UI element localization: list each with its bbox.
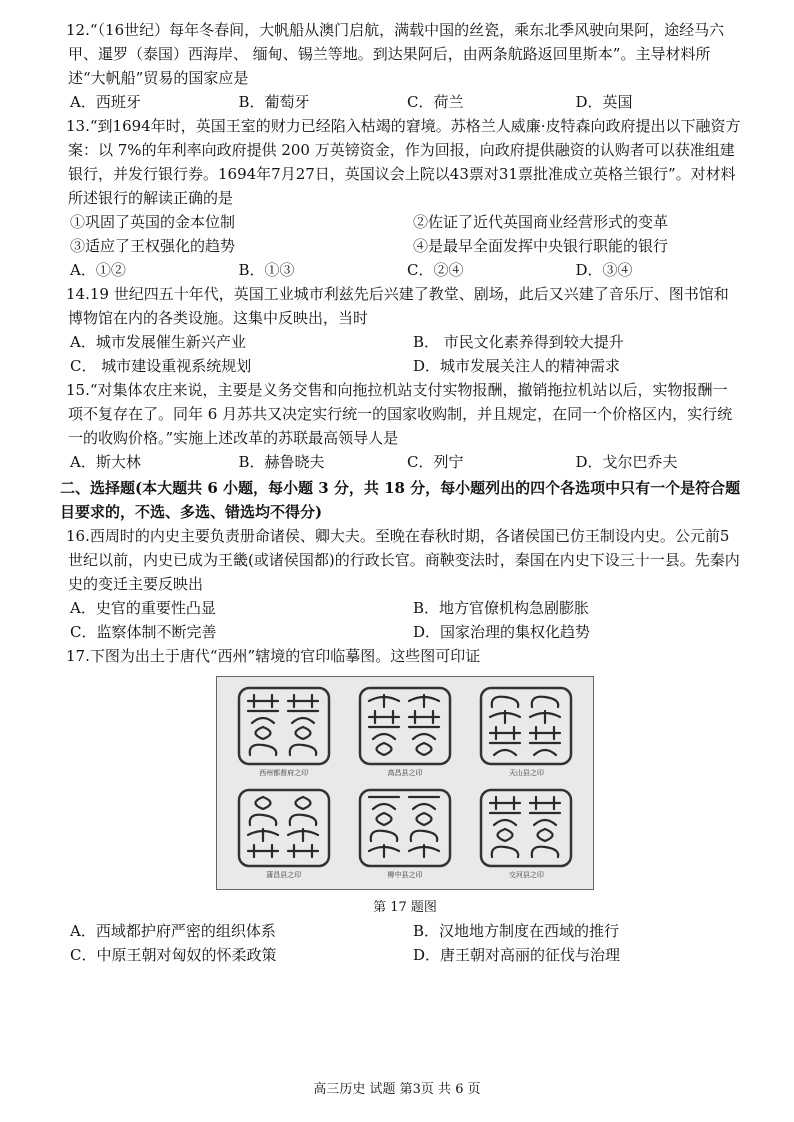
option-b[interactable]: B．赫鲁晓夫 bbox=[238, 453, 325, 471]
options-grid bbox=[68, 919, 742, 967]
statement-1: ①巩固了英国的金本位制 bbox=[70, 213, 236, 231]
figure-caption: 第 17 题图 bbox=[373, 900, 437, 915]
options-grid bbox=[68, 596, 742, 644]
statement-3: ③适应了王权强化的趋势 bbox=[70, 237, 236, 255]
option-c[interactable]: C．监察体制不断完善 bbox=[70, 623, 217, 641]
option-d[interactable]: D．③④ bbox=[575, 261, 633, 279]
option-b[interactable]: B．①③ bbox=[238, 261, 295, 279]
question-stem: 15.“对集体农庄来说，主要是义务交售和向拖拉机站支付实物报酬，撤销拖拉机站以后，实物报酬一项不复存在了。同年 6 月苏共又决定实行统一的国家收购制，并且规定，在同一个价格区内，实行统一的收购价格。”实施上述改革的苏联最高领导人是 bbox=[66, 381, 733, 447]
option-a[interactable]: A．西域都护府严密的组织体系 bbox=[70, 922, 276, 940]
options-grid bbox=[68, 330, 742, 378]
option-a[interactable]: A．城市发展催生新兴产业 bbox=[70, 333, 246, 351]
question-14 bbox=[68, 282, 742, 378]
option-d[interactable]: D．英国 bbox=[575, 93, 633, 111]
option-c[interactable]: C．②④ bbox=[407, 261, 464, 279]
question-stem: 17.下图为出土于唐代“西州”辖境的官印临摹图。这些图可印证 bbox=[66, 647, 481, 665]
option-b[interactable]: B．汉地地方制度在西域的推行 bbox=[413, 922, 620, 940]
option-b[interactable]: B．地方官僚机构急剧膨胀 bbox=[413, 599, 590, 617]
seal-stamp-icon bbox=[478, 685, 574, 767]
seal-stamp-icon bbox=[236, 787, 332, 869]
seal-caption: 西州都督府之印 bbox=[259, 769, 309, 777]
question-12 bbox=[68, 18, 742, 114]
option-c[interactable]: C．列宁 bbox=[407, 453, 464, 471]
option-d[interactable]: D．城市发展关注人的精神需求 bbox=[413, 357, 621, 375]
section-two-title: 二、选择题(本大题共 6 小题，每小题 3 分，共 18 分，每小题列出的四个各选项中只有一个是符合题目要求的，不选、多选、错选均不得分) bbox=[60, 479, 741, 521]
seal-caption: 柳中县之印 bbox=[387, 871, 423, 879]
question-stem: 14.19 世纪四五十年代，英国工业城市利兹先后兴建了教堂、剧场，此后又兴建了音乐厅、图书馆和博物馆在内的各类设施。这集中反映出，当时 bbox=[66, 285, 729, 327]
question-16 bbox=[68, 524, 742, 644]
seal-stamp-icon bbox=[357, 685, 453, 767]
seal-caption: 交河县之印 bbox=[508, 871, 544, 879]
statement-4: ④是最早全面发挥中央银行职能的银行 bbox=[413, 237, 669, 255]
option-b[interactable]: B．葡萄牙 bbox=[238, 93, 310, 111]
option-a[interactable]: A．史官的重要性凸显 bbox=[70, 599, 216, 617]
seal-caption: 蒲昌县之印 bbox=[266, 871, 302, 879]
option-a[interactable]: A．西班牙 bbox=[70, 93, 141, 111]
seal-impression bbox=[346, 685, 463, 783]
statements-grid bbox=[68, 210, 742, 258]
option-b[interactable]: B． 市民文化素养得到较大提升 bbox=[413, 333, 624, 351]
question-13 bbox=[68, 114, 742, 282]
seal-caption: 高昌县之印 bbox=[387, 769, 423, 777]
option-c[interactable]: C．荷兰 bbox=[407, 93, 464, 111]
question-stem: 13.“到1694年时，英国王室的财力已经陷入枯竭的窘境。苏格兰人威廉·皮特森向政府提出以下融资方案：以 7%的年利率向政府提供 200 万英镑资金，作为回报，向政府提供融资的认购者可以获准组建银行，并发行银行券。1694年7月27日，英国议会上院以43票对31票批准成立英格兰银行”。对材料所述银行的解读正确的是 bbox=[66, 117, 741, 207]
question-stem: 12.“（16世纪）每年冬春间，大帆船从澳门启航，满载中国的丝瓷，乘东北季风驶向果阿，途经马六甲、暹罗（泰国）西海岸、 缅甸、锡兰等地。到达果阿后，由两条航路返回里斯本”。主导材料所述“大帆船”贸易的国家应是 bbox=[66, 21, 725, 87]
option-d[interactable]: D．国家治理的集权化趋势 bbox=[413, 623, 591, 641]
seal-caption: 天山县之印 bbox=[508, 769, 544, 777]
statement-2: ②佐证了近代英国商业经营形式的变革 bbox=[413, 213, 669, 231]
seal-figure-image bbox=[216, 676, 594, 890]
seal-impression bbox=[225, 787, 342, 885]
option-c[interactable]: C． 城市建设重视系统规划 bbox=[70, 357, 252, 375]
options-row bbox=[68, 258, 742, 282]
options-row bbox=[68, 450, 742, 474]
option-a[interactable]: A．①② bbox=[70, 261, 126, 279]
seal-impression bbox=[468, 685, 585, 783]
seal-impression bbox=[225, 685, 342, 783]
seal-impression bbox=[468, 787, 585, 885]
option-c[interactable]: C．中原王朝对匈奴的怀柔政策 bbox=[70, 946, 277, 964]
seal-impression bbox=[346, 787, 463, 885]
seal-stamp-icon bbox=[478, 787, 574, 869]
option-d[interactable]: D．唐王朝对高丽的征伐与治理 bbox=[413, 946, 621, 964]
question-17 bbox=[68, 644, 742, 967]
option-a[interactable]: A．斯大林 bbox=[70, 453, 141, 471]
seal-stamp-icon bbox=[236, 685, 332, 767]
option-d[interactable]: D．戈尔巴乔夫 bbox=[575, 453, 678, 471]
question-stem: 16.西周时的内史主要负责册命诸侯、卿大夫。至晚在春秋时期，各诸侯国已仿王制设内史。公元前5 世纪以前，内史已成为王畿(或诸侯国都)的行政长官。商鞅变法时，秦国在内史下设三十一县。先秦内史的变迁主要反映出 bbox=[66, 527, 740, 593]
seal-stamp-icon bbox=[357, 787, 453, 869]
page-footer: 高三历史 试题 第3页 共 6 页 bbox=[313, 1082, 481, 1097]
seal-figure bbox=[68, 676, 742, 915]
question-15 bbox=[68, 378, 742, 474]
options-row bbox=[68, 90, 742, 114]
